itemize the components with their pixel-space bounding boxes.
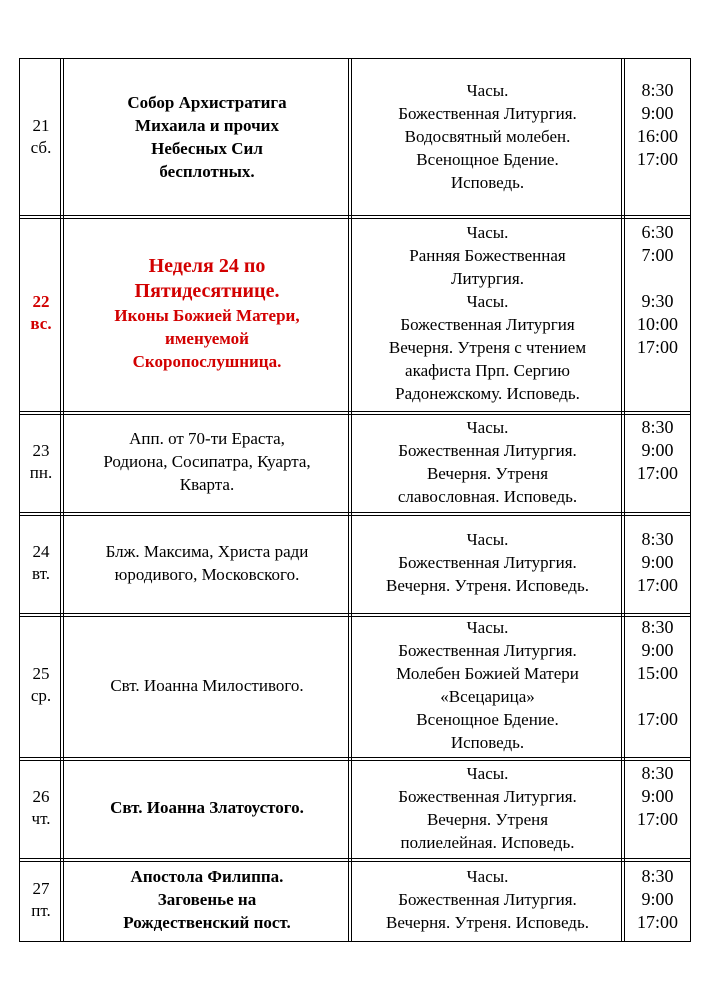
time-line: 17:00 [636, 575, 678, 595]
times-cell [624, 215, 691, 411]
date-cell [19, 512, 63, 613]
feast-line: Апп. от 70-ти Ераста, [129, 429, 285, 448]
date-cell [19, 757, 63, 858]
time-line: 10:00 [636, 314, 678, 334]
services-lines [386, 865, 589, 934]
date-cell [19, 215, 63, 411]
services-lines [398, 762, 577, 854]
date-cell [19, 858, 63, 941]
service-line: Часы. [466, 618, 509, 637]
date-lines [30, 440, 52, 484]
feast-line: Кварта. [179, 475, 235, 494]
time-line [637, 267, 678, 290]
service-line: Радонежскому. Исповедь. [395, 384, 580, 403]
time-line: 15:00 [636, 663, 678, 683]
time-line: 16:00 [636, 126, 678, 146]
service-line: Божественная Литургия. [398, 553, 577, 572]
service-line: Часы. [466, 81, 509, 100]
services-cell [351, 613, 624, 757]
date-cell [19, 58, 63, 215]
feast-cell [63, 58, 351, 215]
feast-lines [103, 427, 310, 496]
times-cell [624, 757, 691, 858]
service-line: Ранняя Божественная [409, 246, 566, 265]
time-line: 8:30 [641, 866, 674, 886]
times-lines [637, 528, 678, 597]
time-line: 8:30 [641, 416, 674, 437]
service-line: Вечерня. Утреня. Исповедь. [386, 576, 589, 595]
service-line: Часы. [466, 417, 509, 437]
services-cell [351, 411, 624, 512]
feast-cell [63, 411, 351, 512]
times-cell [624, 512, 691, 613]
services-lines [396, 616, 579, 754]
time-line: 17:00 [636, 149, 678, 169]
feast-cell [63, 858, 351, 941]
services-lines [386, 528, 589, 597]
feast-lines [123, 865, 290, 934]
services-cell [351, 512, 624, 613]
service-line: полиелейная. Исповедь. [400, 832, 575, 852]
service-line: Вечерня. Утреня. Исповедь. [386, 913, 589, 932]
feast-line: Свт. Иоанна Златоустого. [110, 798, 304, 817]
feast-line: Апостола Филиппа. [130, 867, 284, 886]
feast-cell [63, 613, 351, 757]
time-line: 8:30 [641, 762, 674, 783]
day-number: 26 [32, 786, 50, 806]
time-line: 17:00 [636, 912, 678, 932]
schedule-row [19, 411, 691, 512]
weekday: пн. [29, 462, 53, 482]
feast-lines [127, 91, 286, 183]
service-line: Исповедь. [450, 733, 525, 752]
times-lines [637, 762, 678, 854]
feast-line: Свт. Иоанна Милостивого. [110, 675, 304, 695]
schedule-row [19, 757, 691, 858]
times-lines [637, 79, 678, 194]
time-line: 17:00 [636, 462, 678, 483]
weekday: ср. [30, 686, 52, 705]
service-line: Божественная Литургия. [398, 786, 577, 806]
date-lines [31, 115, 52, 159]
date-lines [31, 878, 51, 922]
feast-line: Заговенье на [157, 890, 257, 909]
times-cell [624, 858, 691, 941]
service-line: «Всецарица» [440, 687, 535, 706]
schedule-row [19, 512, 691, 613]
feast-line: юродивого, Московского. [114, 564, 300, 584]
service-line: Часы. [466, 530, 509, 549]
feast-line: Родиона, Сосипатра, Куарта, [103, 452, 311, 471]
times-cell [624, 58, 691, 215]
times-lines [637, 616, 678, 754]
feast-line: Небесных Сил [151, 138, 263, 158]
date-cell [19, 411, 63, 512]
service-line: Часы. [466, 292, 509, 311]
times-cell [624, 613, 691, 757]
time-line: 9:00 [641, 439, 674, 460]
services-lines [389, 221, 586, 405]
feast-line: Рождественский пост. [123, 913, 291, 932]
weekday: пт. [31, 900, 51, 920]
date-lines [30, 291, 51, 335]
time-line: 9:00 [641, 552, 674, 572]
schedule-row [19, 858, 691, 941]
service-line: Часы. [466, 867, 509, 886]
time-line: 9:00 [641, 889, 674, 909]
time-line: 8:30 [641, 617, 674, 637]
feast-cell [63, 512, 351, 613]
day-number: 21 [32, 115, 50, 135]
feast-line: Скоропослушница. [132, 351, 282, 371]
times-cell [624, 411, 691, 512]
time-line: 8:30 [641, 80, 674, 100]
day-number: 24 [32, 541, 50, 561]
time-line: 9:00 [641, 640, 674, 660]
time-line [637, 831, 678, 854]
time-line: 9:30 [641, 291, 674, 311]
services-cell [351, 757, 624, 858]
date-lines [32, 786, 51, 830]
service-line: Божественная Литургия [400, 315, 575, 334]
date-lines [31, 663, 51, 707]
service-line: славословная. Исповедь. [397, 486, 578, 506]
weekday: вт. [31, 563, 50, 583]
day-number: 27 [32, 878, 50, 898]
time-line: 7:00 [641, 245, 674, 265]
service-line: Божественная Литургия. [398, 440, 577, 460]
times-lines [637, 221, 678, 405]
services-lines [398, 416, 577, 508]
time-line [637, 685, 678, 708]
feast-title-line: Неделя 24 по [148, 254, 266, 277]
time-line: 9:00 [641, 785, 674, 806]
weekday: вс. [30, 314, 52, 333]
schedule-row [19, 613, 691, 757]
day-number: 23 [32, 440, 50, 460]
feast-cell [63, 757, 351, 858]
time-line: 6:30 [641, 222, 674, 242]
feast-line: именуемой [165, 328, 249, 348]
services-cell [351, 58, 624, 215]
feast-line: Блж. Максима, Христа ради [105, 541, 309, 561]
service-line: Всенощное Бдение. [416, 710, 559, 729]
service-line: Всенощное Бдение. [416, 150, 559, 169]
schedule-row [19, 215, 691, 411]
service-line: Вечерня. Утреня [426, 809, 549, 829]
day-number: 22 [32, 292, 50, 311]
times-lines [637, 865, 678, 934]
time-line: 17:00 [636, 337, 678, 357]
services-cell [351, 858, 624, 941]
service-line: Часы. [466, 763, 509, 783]
time-line: 17:00 [636, 808, 678, 829]
service-line: акафиста Прп. Сергию [405, 361, 570, 380]
feast-line: Иконы Божией Матери, [114, 305, 300, 325]
date-cell [19, 613, 63, 757]
time-line: 9:00 [641, 103, 674, 123]
services-lines [398, 79, 577, 194]
time-line [637, 382, 678, 405]
feast-lines [110, 674, 303, 697]
schedule-row [19, 58, 691, 215]
service-line: Божественная Литургия. [398, 104, 577, 123]
services-cell [351, 215, 624, 411]
time-line [637, 359, 678, 382]
times-lines [637, 416, 678, 508]
feast-line: бесплотных. [159, 161, 255, 181]
service-line: Часы. [466, 223, 509, 242]
service-line: Водосвятный молебен. [404, 127, 571, 146]
feast-lines [114, 254, 299, 373]
service-line: Божественная Литургия. [398, 641, 577, 660]
time-line [637, 731, 678, 754]
feast-line: Собор Архистратига [127, 92, 287, 112]
weekday: чт. [31, 808, 51, 828]
service-line: Литургия. [451, 269, 524, 288]
feast-lines [106, 540, 309, 586]
feast-line: Михаила и прочих [135, 115, 279, 135]
time-line [637, 171, 678, 194]
service-line: Божественная Литургия. [398, 890, 577, 909]
time-line: 8:30 [641, 529, 674, 549]
time-line: 17:00 [636, 709, 678, 729]
service-line: Вечерня. Утреня с чтением [388, 338, 587, 357]
time-line [637, 485, 678, 508]
service-line: Исповедь. [450, 173, 525, 192]
weekday: сб. [30, 137, 52, 157]
feast-title-line: Пятидесятнице. [134, 279, 280, 302]
service-line: Вечерня. Утреня [426, 463, 549, 483]
feast-cell [63, 215, 351, 411]
feast-lines [110, 796, 304, 819]
day-number: 25 [32, 664, 50, 683]
service-line: Молебен Божией Матери [396, 664, 579, 683]
date-lines [32, 541, 50, 585]
